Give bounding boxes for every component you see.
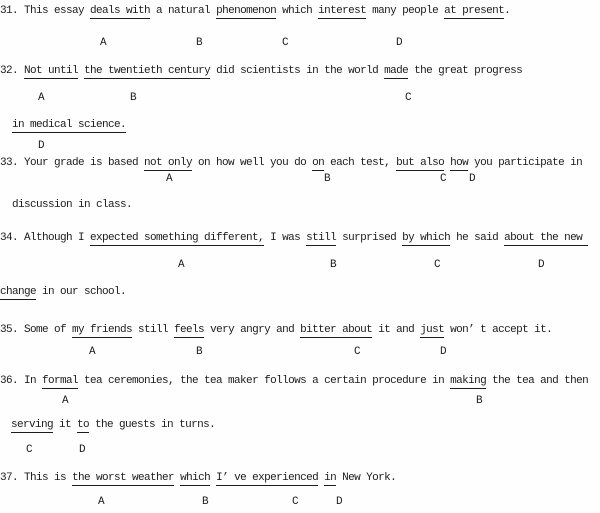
- question-33-line: [12, 198, 132, 212]
- text-segment: he said: [450, 232, 505, 244]
- option-letter-b: B: [202, 496, 209, 508]
- option-letter-c: C: [440, 173, 447, 185]
- underlined-phrase: to: [77, 419, 90, 431]
- underlined-phrase: just: [420, 324, 445, 336]
- underlined-phrase: my friends: [72, 324, 133, 336]
- option-letter-c: C: [292, 496, 299, 508]
- option-letter-c: C: [405, 92, 412, 104]
- text-segment: did scientists in the world: [210, 65, 385, 77]
- underlined-phrase: at present: [444, 5, 505, 17]
- text-segment: which: [276, 5, 319, 17]
- underlined-phrase: formal: [42, 375, 79, 387]
- option-letter-b: B: [324, 173, 331, 185]
- option-letter-b: B: [196, 37, 203, 49]
- underlined-phrase: made: [384, 65, 409, 77]
- text-segment: it: [53, 419, 78, 431]
- question-34-option-letters: [0, 258, 600, 272]
- option-letter-d: D: [396, 37, 403, 49]
- question-36-option-letters: [0, 394, 600, 408]
- option-letter-b: B: [476, 395, 483, 407]
- question-31-line: [0, 4, 510, 18]
- underlined-phrase: feels: [174, 324, 205, 336]
- question-36-option-letters: [0, 443, 600, 457]
- option-letter-a: A: [100, 37, 107, 49]
- underlined-phrase: by which: [402, 232, 451, 244]
- text-segment: 35. Some of: [0, 324, 73, 336]
- text-segment: a natural: [150, 5, 217, 17]
- option-letter-b: B: [196, 346, 203, 358]
- underlined-phrase: on: [312, 157, 325, 169]
- option-letter-b: B: [330, 259, 337, 271]
- question-32-line: [12, 118, 126, 132]
- underlined-phrase: the twentieth century: [84, 65, 211, 77]
- text-segment: the great progress: [408, 65, 523, 77]
- text-segment: won’ t accept it.: [444, 324, 553, 336]
- underlined-phrase: serving: [11, 419, 54, 431]
- underlined-phrase: Not until: [24, 65, 79, 77]
- option-letter-c: C: [434, 259, 441, 271]
- text-segment: 36. In: [0, 375, 43, 387]
- text-segment: you participate in: [468, 157, 583, 169]
- text-segment: 37. This is: [0, 472, 73, 484]
- question-32-option-letters: [0, 91, 600, 105]
- text-segment: the tea and then: [486, 375, 589, 387]
- underlined-phrase: about the new: [504, 232, 589, 244]
- question-33-line: [0, 156, 582, 170]
- option-letter-d: D: [469, 173, 476, 185]
- underlined-phrase: making: [450, 375, 487, 387]
- underlined-phrase: not only: [144, 157, 193, 169]
- text-segment: each test,: [324, 157, 397, 169]
- underlined-phrase: deals with: [90, 5, 151, 17]
- text-segment: 31. This essay: [0, 5, 91, 17]
- option-letter-a: A: [89, 346, 96, 358]
- text-segment: the guests in turns.: [89, 419, 216, 431]
- text-segment: I was: [264, 232, 307, 244]
- option-letter-d: D: [79, 444, 86, 456]
- question-35-option-letters: [0, 345, 600, 359]
- text-segment: it and: [372, 324, 421, 336]
- underlined-phrase: which: [180, 472, 211, 484]
- option-letter-b: B: [130, 92, 137, 104]
- text-segment: 33. Your grade is based: [0, 157, 145, 169]
- question-36-line: [11, 418, 215, 432]
- underlined-phrase: in medical science.: [12, 119, 127, 131]
- option-letter-a: A: [98, 496, 105, 508]
- option-letter-d: D: [538, 259, 545, 271]
- question-33-option-letters: [0, 172, 600, 186]
- question-34-line: [0, 285, 126, 299]
- underlined-phrase: still: [306, 232, 337, 244]
- option-letter-d: D: [38, 140, 45, 152]
- option-letter-d: D: [336, 496, 343, 508]
- question-32-line: [0, 64, 522, 78]
- question-31-option-letters: [0, 36, 600, 50]
- option-letter-c: C: [282, 37, 289, 49]
- text-segment: .: [504, 5, 511, 17]
- underlined-phrase: I’ ve experienced: [216, 472, 319, 484]
- text-segment: 34. Although I: [0, 232, 91, 244]
- underlined-phrase: phenomenon: [216, 5, 277, 17]
- option-letter-a: A: [166, 173, 173, 185]
- question-36-line: [0, 374, 588, 388]
- option-letter-c: C: [354, 346, 361, 358]
- text-segment: surprised: [336, 232, 403, 244]
- option-letter-a: A: [62, 395, 69, 407]
- underlined-phrase: bitter about: [300, 324, 373, 336]
- option-letter-a: A: [38, 92, 45, 104]
- underlined-phrase: how: [450, 157, 469, 169]
- question-35-line: [0, 323, 552, 337]
- question-37-option-letters: [0, 495, 600, 509]
- text-segment: discussion in class.: [12, 199, 133, 211]
- text-segment: very angry and: [204, 324, 301, 336]
- underlined-phrase: in: [324, 472, 337, 484]
- question-34-line: [0, 231, 588, 245]
- text-segment: 32.: [0, 65, 25, 77]
- text-segment: many people: [366, 5, 445, 17]
- question-37-line: [0, 471, 396, 485]
- underlined-phrase: interest: [318, 5, 367, 17]
- text-segment: still: [132, 324, 175, 336]
- underlined-phrase: change: [0, 286, 37, 298]
- option-letter-c: C: [26, 444, 33, 456]
- text-segment: on how well you do: [192, 157, 313, 169]
- text-segment: tea ceremonies, the tea maker follows a certain procedure in: [78, 375, 451, 387]
- option-letter-a: A: [178, 259, 185, 271]
- underlined-phrase: the worst weather: [72, 472, 175, 484]
- underlined-phrase: but also: [396, 157, 445, 169]
- underlined-phrase: expected something different,: [90, 232, 265, 244]
- text-segment: in our school.: [36, 286, 127, 298]
- text-segment: New York.: [336, 472, 397, 484]
- option-letter-d: D: [440, 346, 447, 358]
- question-32-option-letters: [0, 139, 600, 153]
